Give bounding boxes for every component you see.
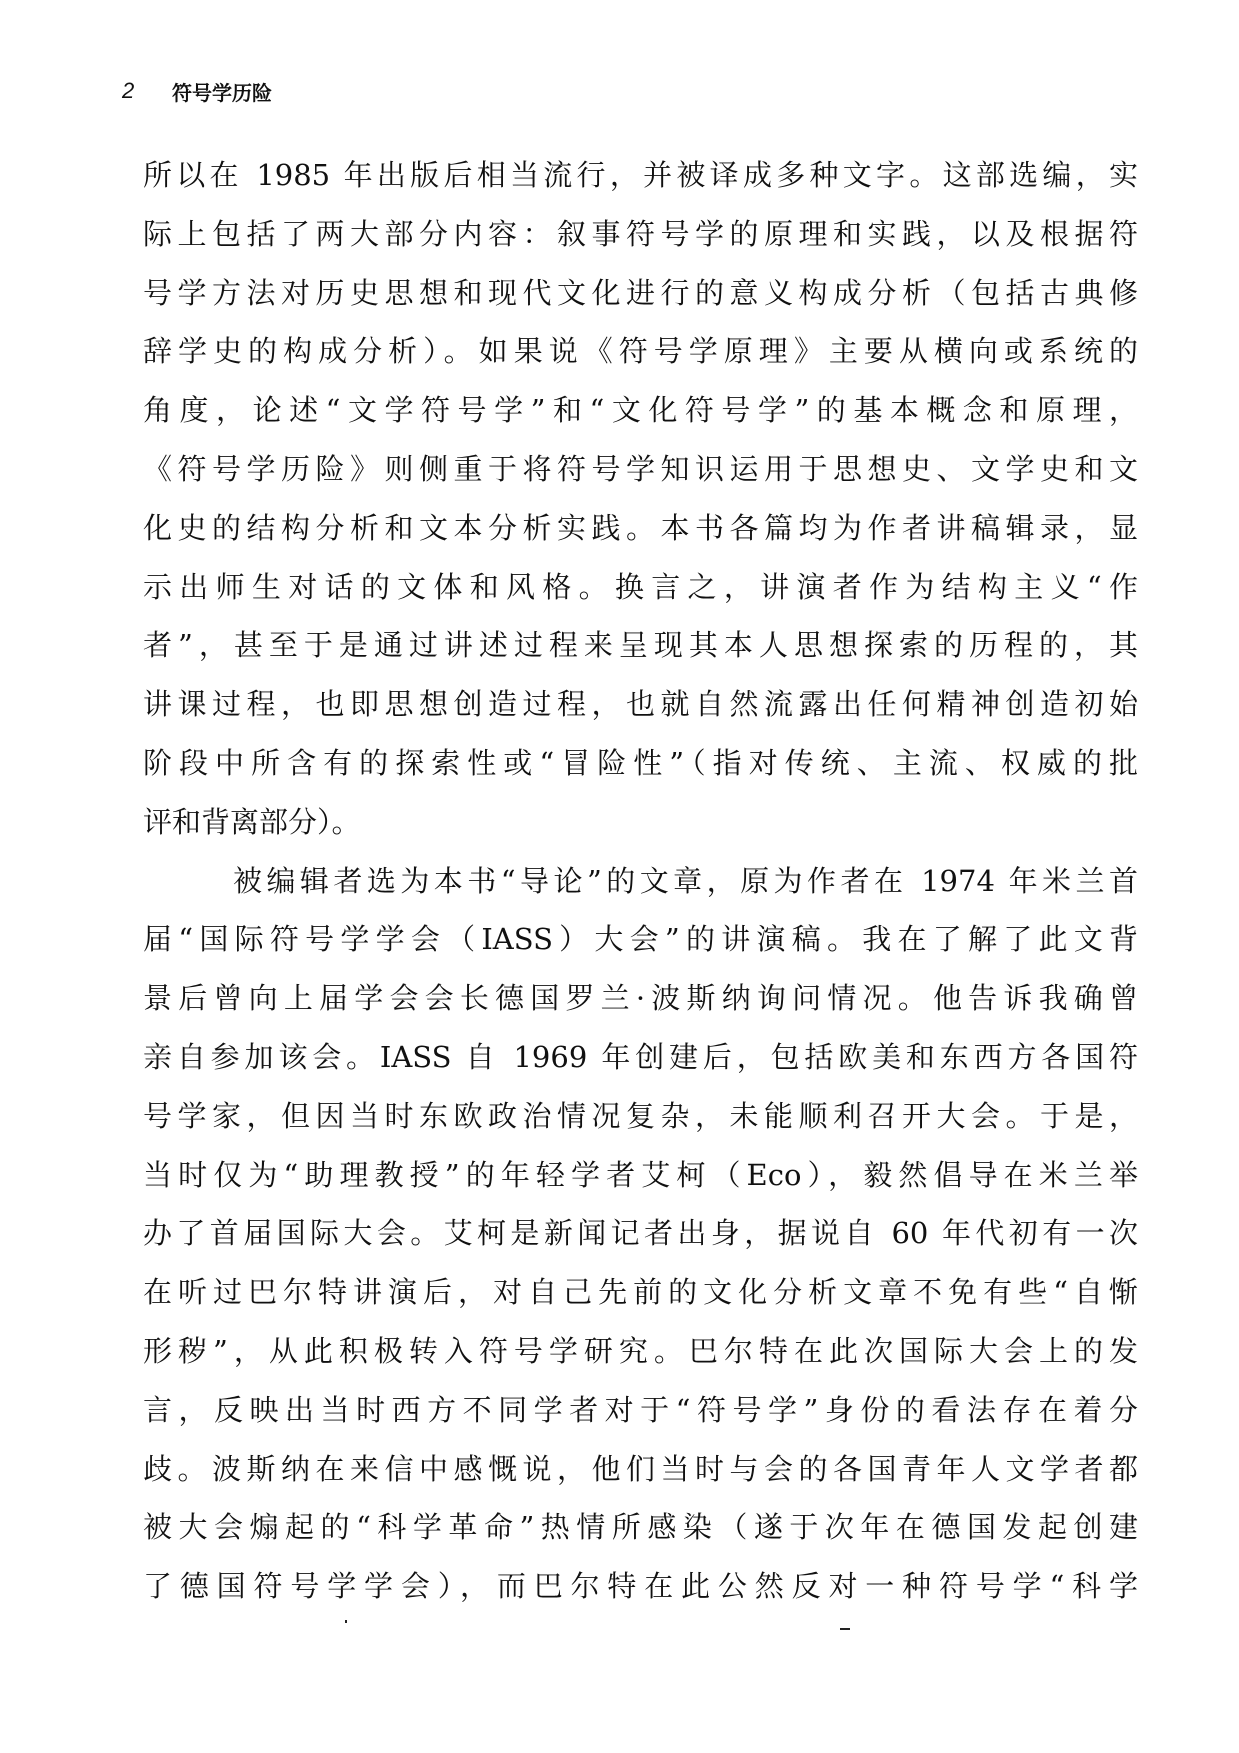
scan-speck [840, 1628, 850, 1630]
paragraph-2 [143, 852, 1138, 1616]
text-line: 化史的结构分析和文本分析实践。本书各篇均为作者讲稿辑录，显 [143, 510, 1138, 545]
text-line: 所以在 1985 年出版后相当流行，并被译成多种文字。这部选编，实 [143, 158, 1138, 192]
text-line: 辞学史的构成分析）。如果说《符号学原理》主要从横向或系统的 [143, 334, 1138, 369]
text-line: 际上包括了两大部分内容：叙事符号学的原理和实践，以及根据符 [143, 216, 1138, 251]
page-number: 2 [122, 78, 135, 103]
text-line: 号学家，但因当时东欧政治情况复杂，未能顺利召开大会。于是， [143, 1098, 1138, 1133]
text-line: 办了首届国际大会。艾柯是新闻记者出身，据说自 60 年代初有一次 [143, 1216, 1138, 1251]
text-line: 号学方法对历史思想和现代文化进行的意义构成分析（包括古典修 [143, 275, 1138, 310]
text-line: 讲课过程，也即思想创造过程，也就自然流露出任何精神创造初始 [143, 687, 1138, 722]
text-line: 被大会煽起的“科学革命”热情所感染（遂于次年在德国发起创建 [143, 1510, 1138, 1545]
text-line: 形秽”，从此积极转入符号学研究。巴尔特在此次国际大会上的发 [143, 1333, 1138, 1368]
text-line: 《符号学历险》则侧重于将符号学知识运用于思想史、文学史和文 [143, 451, 1138, 486]
page-header [122, 76, 272, 106]
text-line: 评和背离部分）。 [143, 804, 361, 839]
text-line: 了德国符号学学会），而巴尔特在此公然反对一种符号学“科学 [143, 1569, 1138, 1604]
text-line: 歧。波斯纳在来信中感慨说，他们当时与会的各国青年人文学者都 [143, 1451, 1138, 1486]
text-line: 阶段中所含有的探索性或“冒险性”（指对传统、主流、权威的批 [143, 745, 1138, 780]
running-title: 符号学历险 [172, 80, 272, 105]
scan-speck [345, 1620, 347, 1623]
text-line: 角度，论述“文学符号学”和“文化符号学”的基本概念和原理， [143, 393, 1138, 428]
text-line: 亲自参加该会。IASS 自 1969 年创建后，包括欧美和东西方各国符 [143, 1039, 1138, 1074]
paragraph-1 [143, 146, 1138, 852]
text-line: 示出师生对话的文体和风格。换言之，讲演者作为结构主义“作 [143, 569, 1138, 604]
text-line: 在听过巴尔特讲演后，对自己先前的文化分析文章不免有些“自惭 [143, 1275, 1138, 1310]
body-text [143, 146, 1138, 1616]
text-line: 景后曾向上届学会会长德国罗兰·波斯纳询问情况。他告诉我确曾 [143, 981, 1138, 1016]
text-line: 言，反映出当时西方不同学者对于“符号学”身份的看法存在着分 [143, 1392, 1138, 1427]
text-line: 者”，甚至于是通过讲述过程来呈现其本人思想探索的历程的，其 [143, 628, 1138, 663]
text-line: 当时仅为“助理教授”的年轻学者艾柯（Eco），毅然倡导在米兰举 [143, 1157, 1138, 1192]
text-line: 届“国际符号学学会（IASS）大会”的讲演稿。我在了解了此文背 [143, 922, 1138, 957]
text-line: 被编辑者选为本书“导论”的文章，原为作者在 1974 年米兰首 [233, 863, 1138, 898]
